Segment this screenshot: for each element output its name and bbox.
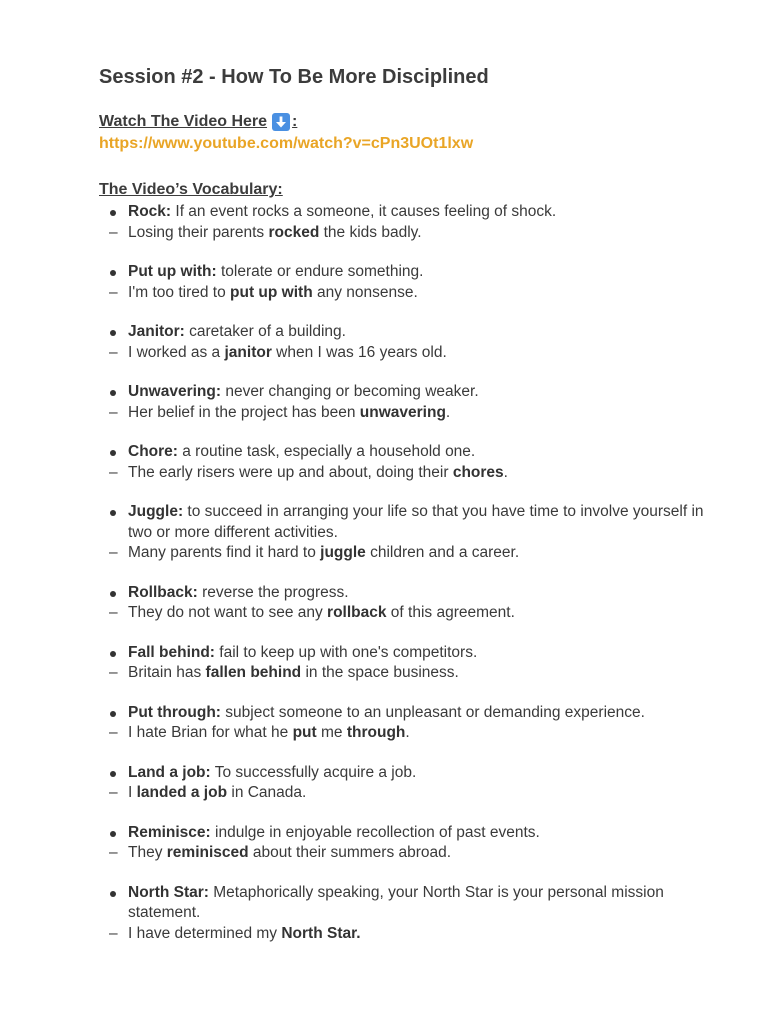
vocab-entry [99,823,708,864]
example-bold: rollback [327,604,387,621]
example-mid: in Canada. [227,784,307,801]
vocab-example-line [99,603,708,624]
vocab-entry [99,382,708,423]
example-mid: in the space business. [301,664,459,681]
example-mid: of this agreement. [386,604,515,621]
down-arrow-icon [272,113,290,131]
vocab-definition-line [99,823,708,844]
vocab-example-line [99,723,708,744]
vocab-term: Put up with: [128,263,217,280]
vocab-definition: never changing or becoming weaker. [221,383,479,400]
vocab-term: Chore: [128,443,178,460]
vocab-term: Rock: [128,203,172,220]
example-pre: Her belief in the project has been [128,403,360,421]
example-mid: about their summers abroad. [248,844,452,861]
dash-icon: – [109,283,118,301]
vocab-definition-line [99,202,708,223]
vocab-entry [99,883,708,945]
example-mid: the kids badly. [319,223,422,241]
vocab-example-line [99,924,708,945]
vocab-entry [99,643,708,684]
example-bold: reminisced [166,844,249,861]
example-bold: landed a job [136,784,228,801]
example-mid: children and a career. [365,544,520,561]
bullet-icon [110,270,116,276]
bullet-icon [110,450,116,456]
vocab-example-line [99,543,708,564]
example-mid: when I was 16 years old. [271,343,447,361]
dash-icon: – [109,664,118,681]
dash-icon: – [109,784,118,801]
vocab-term: North Star: [128,883,209,901]
vocab-example-line [99,783,708,804]
dash-icon: – [109,724,118,741]
example-bold: put [292,724,317,741]
vocab-entry [99,322,708,363]
vocab-definition: indulge in enjoyable recollection of past events. [210,823,540,841]
vocab-entry [99,262,708,303]
watch-video-heading [99,112,708,132]
example-bold-2: through [346,724,406,741]
example-post: . [405,724,410,741]
vocab-definition: If an event rocks a someone, it causes feeling of shock. [171,203,557,220]
vocab-definition: to succeed in arranging your life so that you have time to involve yourself in two or more different activities. [128,503,704,541]
example-bold: rocked [268,223,320,241]
watch-video-label: Watch The Video Here [99,113,268,130]
example-pre: I'm too tired to [128,283,231,301]
dash-icon: – [109,223,118,241]
bullet-icon [110,711,116,717]
example-pre: Britain has [128,664,206,681]
vocabulary-list [99,202,708,944]
vocab-term: Juggle: [128,503,184,520]
vocab-definition: To successfully acquire a job. [210,763,417,781]
vocab-definition: Metaphorically speaking, your North Star is your personal mission statement. [128,883,664,921]
example-pre: I [128,784,137,801]
bullet-icon [110,390,116,396]
example-mid: . [503,463,508,481]
vocab-example-line [99,343,708,364]
example-pre: I worked as a [128,343,225,361]
vocab-term: Land a job: [128,763,211,781]
vocab-definition-line [99,643,708,664]
vocab-example-line [99,403,708,424]
vocab-entry [99,202,708,243]
vocab-entry [99,442,708,483]
vocab-term: Janitor: [128,323,185,340]
example-mid: me [316,724,347,741]
example-mid: any nonsense. [312,283,418,301]
vocabulary-heading: The Video’s Vocabulary: [99,181,283,198]
watch-video-colon: : [292,113,298,130]
vocab-definition-line [99,583,708,604]
bullet-icon [110,891,116,897]
vocab-definition-line [99,382,708,403]
vocab-entry [99,502,708,564]
vocab-definition: reverse the progress. [197,583,349,601]
youtube-link[interactable]: https://www.youtube.com/watch?v=cPn3UOt1lxw [99,135,474,152]
vocab-entry [99,703,708,744]
vocab-definition: a routine task, especially a household one. [177,443,476,460]
bullet-icon [110,651,116,657]
vocab-example-line [99,283,708,304]
vocab-example-line [99,223,708,244]
dash-icon: – [109,544,118,561]
bullet-icon [110,591,116,597]
vocab-term: Reminisce: [128,823,211,841]
vocab-term: Fall behind: [128,643,215,661]
example-bold: North Star. [281,924,361,942]
example-pre: They [128,844,167,861]
example-pre: The early risers were up and about, doing their [128,463,453,481]
vocab-definition-line [99,763,708,784]
vocab-entry [99,583,708,624]
dash-icon: – [109,463,118,481]
example-pre: Losing their parents [128,223,269,241]
vocab-definition-line [99,322,708,343]
vocab-definition-line [99,703,708,724]
bullet-icon [110,510,116,516]
example-pre: I have determined my [128,924,282,942]
vocab-definition: subject someone to an unpleasant or demanding experience. [220,703,645,721]
vocab-example-line [99,843,708,864]
vocab-definition: tolerate or endure something. [216,263,424,280]
bullet-icon [110,330,116,336]
vocab-definition-line [99,262,708,283]
vocab-example-line [99,463,708,484]
bullet-icon [110,210,116,216]
dash-icon: – [109,604,118,621]
example-mid: . [445,403,451,421]
vocab-definition-line [99,883,708,924]
example-pre: Many parents find it hard to [128,544,321,561]
vocab-example-line [99,663,708,684]
bullet-icon [110,831,116,837]
example-bold: fallen behind [205,664,302,681]
example-bold: janitor [224,343,272,361]
vocab-definition-line [99,442,708,463]
example-pre: They do not want to see any [128,604,328,621]
dash-icon: – [109,343,118,361]
vocab-term: Rollback: [128,583,198,601]
dash-icon: – [109,403,118,421]
example-bold: juggle [320,544,366,561]
page-title: Session #2 - How To Be More Disciplined [99,66,489,88]
vocab-entry [99,763,708,804]
bullet-icon [110,771,116,777]
vocab-definition: caretaker of a building. [184,323,346,340]
dash-icon: – [109,924,118,942]
vocab-definition: fail to keep up with one's competitors. [214,643,478,661]
vocab-term: Unwavering: [128,383,222,400]
dash-icon: – [109,844,118,861]
example-bold: chores [452,463,504,481]
example-bold: unwavering [359,403,446,421]
example-pre: I hate Brian for what he [128,724,293,741]
vocab-term: Put through: [128,703,221,721]
vocab-definition-line [99,502,708,543]
example-bold: put up with [230,283,313,301]
